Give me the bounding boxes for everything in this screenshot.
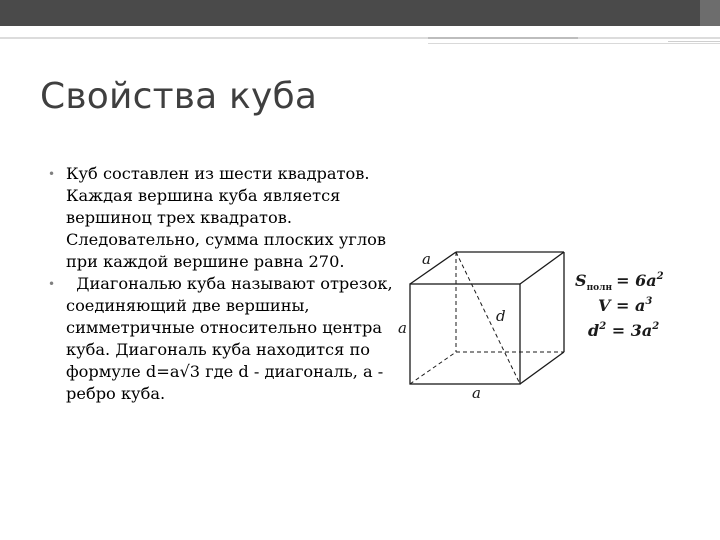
label-top-edge: a [422,250,431,268]
slide-title: Свойства куба [40,76,318,117]
bullet-item-2 [48,273,400,405]
bullet-text-1: Куб составлен из шести квадратов. Каждая вершина куба является вершиноц трех квадратов. Следовательно, сумма плоских углов при каждой вершине равна 270. [66,164,386,271]
header-rule [0,37,720,39]
cube-edge-bottom-right [520,352,564,384]
header-rule-thin [428,43,720,44]
label-bottom-edge: a [472,384,481,402]
formula-diagonal: $d^2 = 3a^2$ [588,321,660,340]
cube-front-face [410,284,520,384]
bullet-list [48,163,400,405]
top-bar [0,0,720,26]
cube-hidden-edge-left [410,352,456,384]
top-bar-accent [700,0,720,26]
bullet-item-1 [48,163,400,273]
cube-diagonal [456,252,520,384]
formula-volume: $V = a^3$ [598,296,653,315]
header-rule-thin-end [668,41,720,42]
bullet-icon: • [48,167,56,181]
bullet-text-2: Диагональю куба называют отрезок, соединяющий две вершины, симметричные относительно центра куба. Диагональ куба находится по формуле d=a√3 где d - диагональ, a - ребро куба. [66,274,398,403]
cube-edge-top-left [410,252,456,284]
bullet-icon: • [48,277,56,291]
cube-figure [392,246,692,406]
cube-edge-top-right [520,252,564,284]
label-left-edge: a [398,319,407,337]
header-rule-accent [428,37,578,39]
formula-surface: $S_{полн} = 6a^2$ [575,271,664,293]
label-diagonal: d [496,307,506,325]
